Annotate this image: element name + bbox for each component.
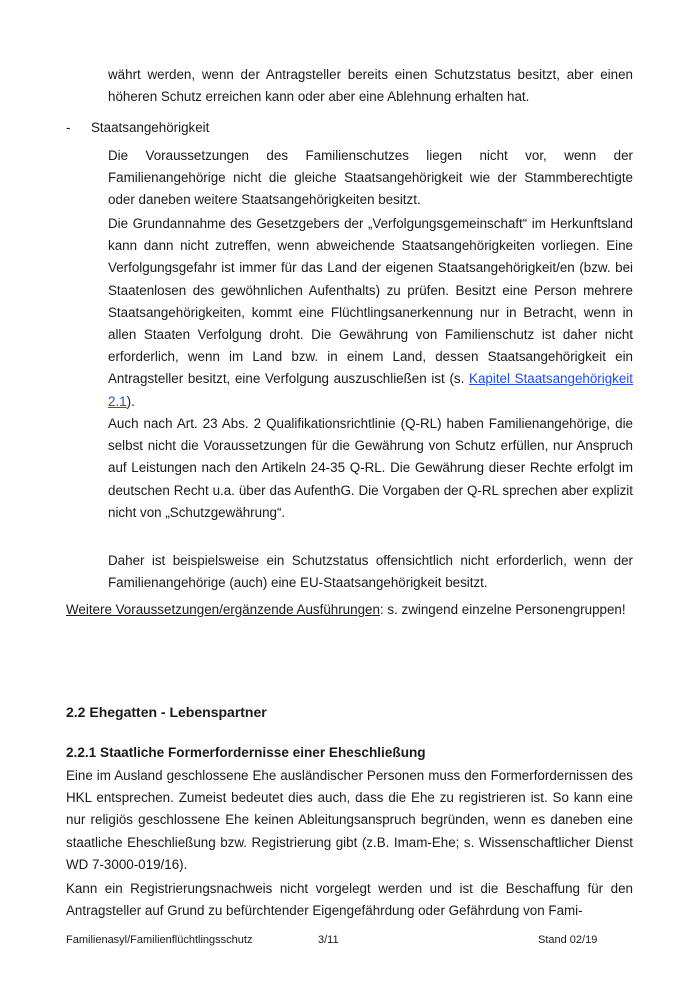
weitere-voraussetzungen-underlined: Weitere Voraussetzungen/ergänzende Ausführungen	[66, 602, 380, 617]
footer-version: Stand 02/19	[538, 934, 598, 946]
paragraph-grundannahme-tail: ).	[126, 393, 135, 409]
section-heading-2-2: 2.2 Ehegatten - Lebenspartner	[66, 704, 267, 720]
paragraph-registrierung: Kann ein Registrierungsnachweis nicht vorgelegt werden und ist die Beschaffung für den Antragsteller auf Grund zu befürchtender Eigengefährdung oder Gefährdung von Fami-	[66, 881, 633, 919]
section-heading-2-2-1: 2.2.1 Staatliche Formerfordernisse einer Eheschließung	[66, 745, 426, 760]
footer-title: Familienasyl/Familienflüchtlingsschutz	[66, 934, 253, 946]
list-dash: -	[66, 120, 71, 135]
footer-page-number: 3/11	[318, 934, 339, 946]
kapitel-staatsangehoerigkeit-link[interactable]: Kapitel Staatsangehörigkeit 2.1	[108, 371, 634, 409]
paragraph-grundannahme	[108, 213, 633, 413]
paragraph-ehe: Eine im Ausland geschlossene Ehe ausländischer Personen muss den Formerfordernissen des HKL entsprechen. Zumeist bedeutet dies auch, dass die Ehe zu registrieren ist. So kann eine nur religiös geschlossene Ehe keinen Ableitungsanspruch begründen, wenn es daneben eine staatliche Eheschließung bzw. Registrierung gibt (z.B. Imam-Ehe; s. Wissenschaftlicher Dienst WD 7-3000-019/16).	[66, 768, 633, 872]
paragraph-weitere	[66, 599, 633, 621]
paragraph-voraussetzungen: Die Voraussetzungen des Familienschutzes liegen nicht vor, wenn der Familienangehörige nicht die gleiche Staatsangehörigkeit wie der Stammberechtigte oder daneben weitere Staatsangehörigkeiten besitzt.	[108, 148, 633, 208]
paragraph-qrl: Auch nach Art. 23 Abs. 2 Qualifikationsrichtlinie (Q-RL) haben Familienangehörige, die selbst nicht die Voraussetzungen für die Gewährung von Schutz erfüllen, nur Anspruch auf Leistungen nach den Artikeln 24-35 Q-RL. Die Gewährung dieser Rechte erfolgt im deutschen Recht u.a. über das AufenthG. Die Vorgaben der Q-RL sprechen aber explizit nicht von „Schutzgewährung“.	[108, 416, 633, 520]
paragraph-grundannahme-text: Die Grundannahme des Gesetzgebers der „Verfolgungsgemeinschaft“ im Herkunftsland kann dann nicht zutreffen, wenn abweichende Staatsangehörigkeiten vorliegen. Eine Verfolgungsgefahr ist immer für das Land der eigenen Staatsangehörigkeit/en (bzw. bei Staatenlosen des gewöhnlichen Aufenthalts) zu prüfen. Besitzt eine Person mehrere Staatsangehörigkeiten, kommt eine Flüchtlingsanerkennung nur in Betracht, wenn in allen Staaten Verfolgung droht. Die Gewährung von Familienschutz ist daher nicht erforderlich, wenn im Land bzw. in einem Land, dessen Staatsangehörigkeit ein Antragsteller besitzt, eine Verfolgung auszuschließen ist (s.	[108, 216, 633, 387]
weitere-voraussetzungen-rest: : s. zwingend einzelne Personengruppen!	[379, 602, 626, 617]
list-item-staatsangehoerigkeit: Staatsangehörigkeit	[91, 120, 210, 135]
paragraph-continuation: währt werden, wenn der Antragsteller bereits einen Schutzstatus besitzt, aber einen höheren Schutz erreichen kann oder aber eine Ablehnung erhalten hat.	[108, 67, 633, 105]
paragraph-daher: Daher ist beispielsweise ein Schutzstatus offensichtlich nicht erforderlich, wenn der Familienangehörige (auch) eine EU-Staatsangehörigkeit besitzt.	[108, 553, 633, 591]
